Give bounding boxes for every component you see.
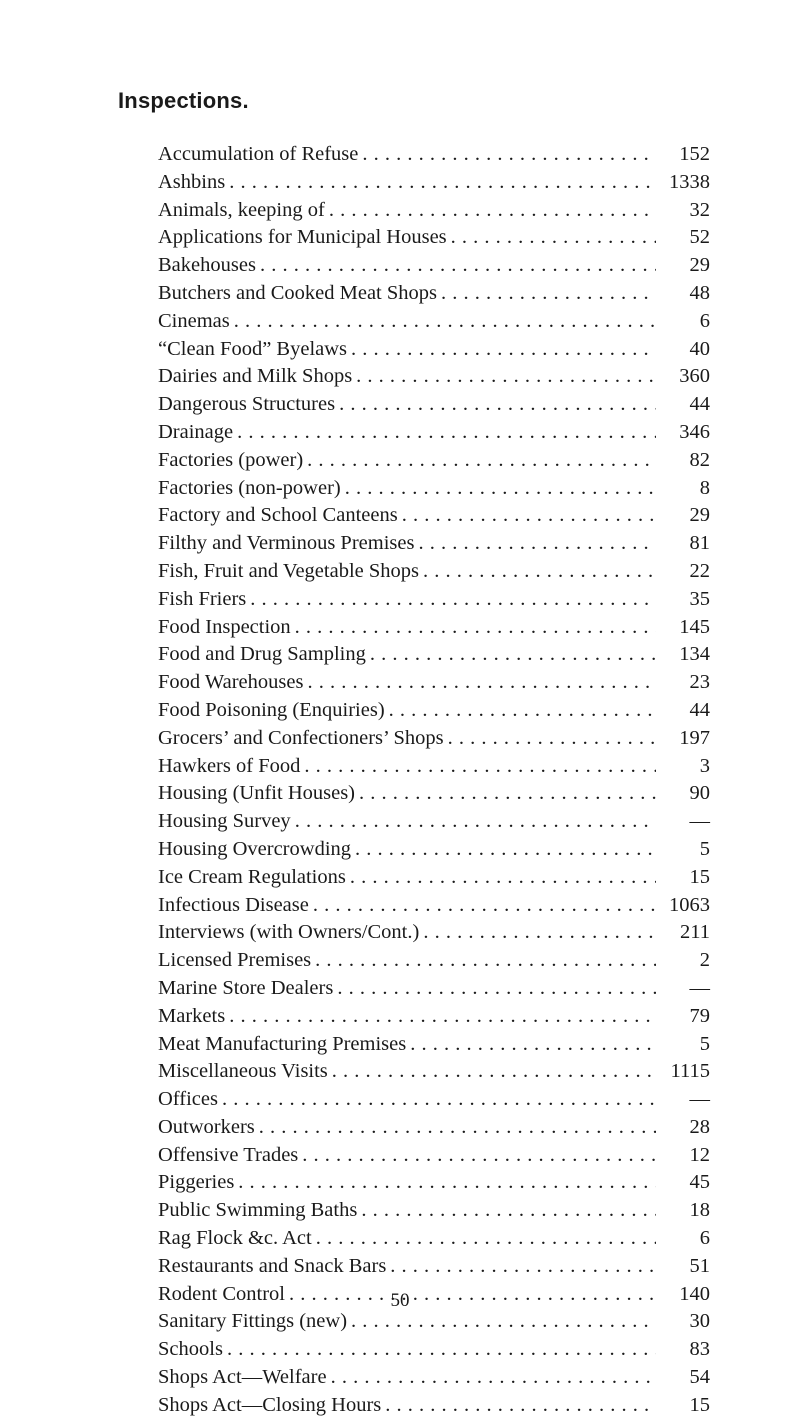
list-item: [158, 1364, 710, 1392]
item-label: Interviews (with Owners/Cont.): [158, 921, 420, 944]
dot-leader: [295, 808, 656, 836]
dot-leader: [234, 308, 656, 336]
item-label: Miscellaneous Visits: [158, 1060, 328, 1083]
list-item: [158, 1031, 710, 1059]
list-item: [158, 697, 710, 725]
item-count: 197: [679, 726, 710, 749]
dot-leader: [337, 975, 656, 1003]
item-label: “Clean Food” Byelaws: [158, 337, 348, 360]
item-label: Licensed Premises: [158, 949, 312, 972]
item-count: 22: [689, 559, 710, 582]
item-count: 15: [689, 865, 710, 888]
item-label: Food Warehouses: [158, 671, 304, 694]
inspections-list: [158, 141, 710, 1420]
item-count: 44: [689, 698, 710, 721]
item-count: 152: [679, 143, 710, 165]
list-item: [158, 669, 710, 697]
list-item: [158, 1086, 710, 1114]
page-number: 50: [390, 1290, 410, 1311]
item-count: 18: [689, 1199, 710, 1222]
item-label: Fish, Fruit and Vegetable Shops: [158, 559, 419, 582]
list-item: [158, 336, 710, 364]
item-count: 140: [679, 1282, 710, 1305]
item-label: Ashbins: [158, 170, 226, 193]
item-count: 45: [689, 1171, 710, 1194]
item-count: 145: [679, 615, 710, 638]
item-label: Grocers’ and Confectioners’ Shops: [158, 726, 444, 749]
item-label: Marine Store Dealers: [158, 976, 334, 999]
item-count: 81: [689, 532, 710, 555]
list-item: [158, 363, 710, 391]
item-label: Rodent Control: [158, 1282, 285, 1305]
list-item: [158, 975, 710, 1003]
dot-leader: [361, 1197, 656, 1225]
item-count: 40: [689, 337, 710, 360]
item-label: Food Poisoning (Enquiries): [158, 698, 385, 721]
list-item: [158, 725, 710, 753]
item-label: Animals, keeping of: [158, 198, 325, 221]
item-label: Public Swimming Baths: [158, 1199, 358, 1222]
dot-leader: [332, 1058, 656, 1086]
list-item: [158, 447, 710, 475]
item-label: Drainage: [158, 420, 234, 443]
list-item: [158, 641, 710, 669]
list-item: [158, 141, 710, 169]
item-label: Rag Flock &c. Act: [158, 1227, 312, 1250]
item-count: 8: [699, 476, 710, 499]
dot-leader: [250, 586, 656, 614]
dot-leader: [410, 1031, 656, 1059]
dot-leader: [222, 1086, 656, 1114]
dot-leader: [390, 1253, 656, 1281]
list-item: [158, 252, 710, 280]
item-count: 134: [679, 643, 710, 666]
item-label: Food Inspection: [158, 615, 291, 638]
dot-leader: [359, 780, 656, 808]
item-label: Housing Overcrowding: [158, 837, 352, 860]
list-item: [158, 1253, 710, 1281]
item-label: Cinemas: [158, 309, 230, 332]
item-label: Butchers and Cooked Meat Shops: [158, 281, 437, 304]
item-count: 29: [689, 504, 710, 527]
item-count: 12: [689, 1143, 710, 1166]
item-count: 51: [689, 1254, 710, 1277]
dot-leader: [448, 725, 656, 753]
item-label: Factories (non-power): [158, 476, 341, 499]
list-item: [158, 836, 710, 864]
dot-leader: [238, 1169, 656, 1197]
dot-leader: [402, 502, 656, 530]
list-item: [158, 1003, 710, 1031]
item-count: 2: [699, 949, 710, 972]
item-label: Dairies and Milk Shops: [158, 365, 353, 388]
dot-leader: [295, 614, 656, 642]
item-count: 28: [689, 1115, 710, 1138]
list-item: [158, 1169, 710, 1197]
dot-leader: [389, 697, 656, 725]
item-count: 1338: [669, 170, 710, 193]
list-item: [158, 1197, 710, 1225]
list-item: [158, 280, 710, 308]
item-label: Piggeries: [158, 1171, 235, 1194]
dot-leader: [229, 169, 656, 197]
dot-leader: [260, 252, 656, 280]
item-count: 346: [679, 420, 710, 443]
item-count: 83: [689, 1338, 710, 1361]
list-item: [158, 1225, 710, 1253]
dot-leader: [451, 224, 656, 252]
item-label: Housing (Unfit Houses): [158, 782, 356, 805]
dot-leader: [307, 669, 656, 697]
item-count: —: [689, 976, 710, 999]
list-item: [158, 308, 710, 336]
item-count: 1063: [669, 893, 710, 916]
dot-leader: [237, 419, 656, 447]
item-count: 5: [699, 1032, 710, 1055]
dot-leader: [345, 475, 656, 503]
dot-leader: [423, 558, 656, 586]
item-count: 6: [699, 1227, 710, 1250]
dot-leader: [355, 836, 656, 864]
list-item: [158, 475, 710, 503]
list-item: [158, 558, 710, 586]
dot-leader: [307, 447, 656, 475]
dot-leader: [302, 1142, 656, 1170]
list-item: [158, 1336, 710, 1364]
dot-leader: [418, 530, 656, 558]
item-label: Ice Cream Regulations: [158, 865, 346, 888]
dot-leader: [313, 892, 656, 920]
list-item: [158, 586, 710, 614]
item-count: 35: [689, 587, 710, 610]
list-item: [158, 530, 710, 558]
item-count: 32: [689, 198, 710, 221]
item-label: Restaurants and Snack Bars: [158, 1254, 387, 1277]
list-item: [158, 419, 710, 447]
dot-leader: [229, 1003, 656, 1031]
dot-leader: [227, 1336, 656, 1364]
item-count: —: [689, 810, 710, 833]
dot-leader: [304, 753, 656, 781]
item-label: Shops Act—Closing Hours: [158, 1393, 382, 1416]
item-count: 23: [689, 671, 710, 694]
list-item: [158, 1392, 710, 1420]
dot-leader: [351, 1308, 656, 1336]
item-count: 52: [689, 226, 710, 249]
item-label: Fish Friers: [158, 587, 247, 610]
list-item: [158, 919, 710, 947]
list-item: [158, 864, 710, 892]
list-item: [158, 947, 710, 975]
item-label: Accumulation of Refuse: [158, 143, 359, 165]
dot-leader: [370, 641, 656, 669]
item-count: —: [689, 1088, 710, 1111]
dot-leader: [329, 197, 656, 225]
dot-leader: [362, 141, 656, 169]
dot-leader: [441, 280, 656, 308]
list-item: [158, 892, 710, 920]
item-count: 79: [689, 1004, 710, 1027]
item-count: 211: [680, 921, 710, 944]
item-count: 44: [689, 393, 710, 416]
item-count: 15: [689, 1393, 710, 1416]
item-label: Markets: [158, 1004, 226, 1027]
item-label: Shops Act—Welfare: [158, 1366, 327, 1389]
item-count: 30: [689, 1310, 710, 1333]
dot-leader: [316, 1225, 656, 1253]
item-label: Factory and School Canteens: [158, 504, 398, 527]
dot-leader: [423, 919, 656, 947]
item-count: 29: [689, 254, 710, 277]
item-label: Bakehouses: [158, 254, 256, 277]
item-label: Dangerous Structures: [158, 393, 336, 416]
item-count: 48: [689, 281, 710, 304]
dot-leader: [315, 947, 656, 975]
list-item: [158, 1308, 710, 1336]
dot-leader: [351, 336, 656, 364]
item-label: Factories (power): [158, 448, 304, 471]
dot-leader: [331, 1364, 656, 1392]
list-item: [158, 502, 710, 530]
section-heading: Inspections.: [118, 88, 249, 113]
item-count: 90: [689, 782, 710, 805]
item-label: Housing Survey: [158, 810, 291, 833]
item-label: Offices: [158, 1088, 218, 1111]
list-item: [158, 1058, 710, 1086]
list-item: [158, 808, 710, 836]
item-count: 54: [689, 1366, 710, 1389]
dot-leader: [339, 391, 656, 419]
list-item: [158, 1142, 710, 1170]
dot-leader: [259, 1114, 656, 1142]
item-label: Food and Drug Sampling: [158, 643, 366, 666]
item-label: Hawkers of Food: [158, 754, 301, 777]
item-label: Sanitary Fittings (new): [158, 1310, 348, 1333]
dot-leader: [385, 1392, 656, 1420]
list-item: [158, 614, 710, 642]
item-count: 6: [699, 309, 710, 332]
list-item: [158, 753, 710, 781]
item-label: Outworkers: [158, 1115, 255, 1138]
list-item: [158, 1114, 710, 1142]
item-count: 82: [689, 448, 710, 471]
list-item: [158, 391, 710, 419]
item-label: Offensive Trades: [158, 1143, 299, 1166]
item-count: 3: [699, 754, 710, 777]
list-item: [158, 224, 710, 252]
item-label: Filthy and Verminous Premises: [158, 532, 415, 555]
item-label: Meat Manufacturing Premises: [158, 1032, 407, 1055]
item-count: 1115: [670, 1060, 710, 1083]
item-label: Schools: [158, 1338, 223, 1361]
item-label: Applications for Municipal Houses: [158, 226, 447, 249]
item-label: Infectious Disease: [158, 893, 309, 916]
dot-leader: [356, 363, 656, 391]
item-count: 360: [679, 365, 710, 388]
list-item: [158, 780, 710, 808]
list-item: [158, 169, 710, 197]
item-count: 5: [699, 837, 710, 860]
dot-leader: [350, 864, 656, 892]
list-item: [158, 197, 710, 225]
